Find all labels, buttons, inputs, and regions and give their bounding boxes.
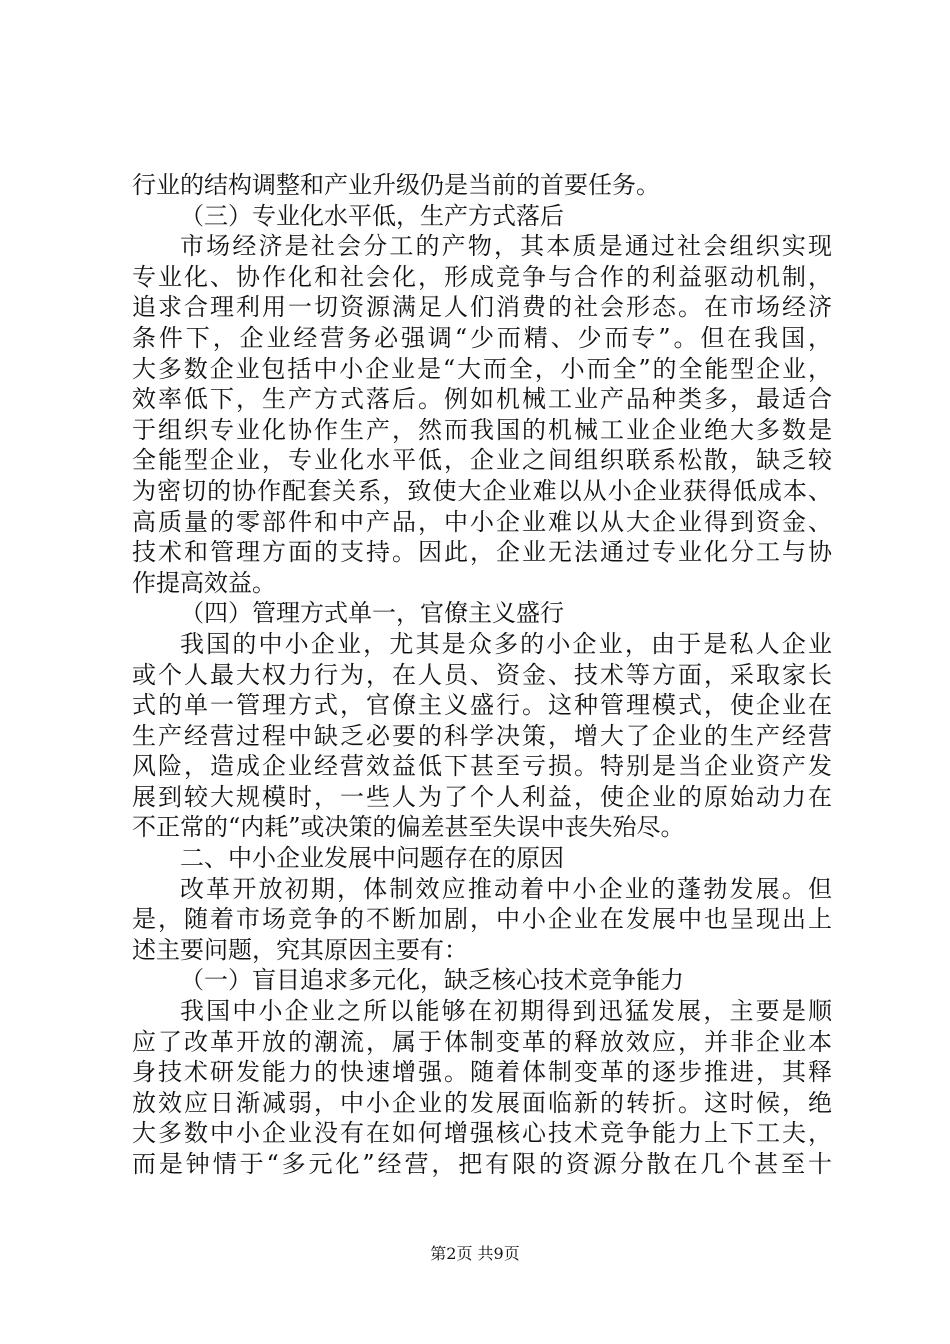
- text-line: 我国的中小企业，尤其是众多的小企业，由于是私人企业: [180, 629, 832, 658]
- text-line: 展到较大规模时，一些人为了个人利益，使企业的原始动力在: [132, 782, 832, 811]
- text-line: 应了改革开放的潮流，属于体制变革的释放效应，并非企业本: [132, 1027, 832, 1056]
- text-line: 市场经济是社会分工的产物，其本质是通过社会组织实现: [180, 232, 832, 261]
- text-line: 是，随着市场竞争的不断加剧，中小企业在发展中也呈现出上: [132, 905, 832, 934]
- text-line: 作提高效益。: [132, 568, 276, 597]
- text-line: 大多数企业包括中小企业是“大而全，小而全”的全能型企业，: [132, 354, 832, 383]
- text-line: 高质量的零部件和中产品，中小企业难以从大企业得到资金、: [132, 507, 832, 536]
- text-line: 生产经营过程中缺乏必要的科学决策，增大了企业的生产经营: [132, 721, 832, 750]
- text-line: 风险，造成企业经营效益低下甚至亏损。特别是当企业资产发: [132, 752, 832, 781]
- text-line: 述主要问题，究其原因主要有：: [132, 935, 468, 964]
- text-line: 专业化、协作化和社会化，形成竞争与合作的利益驱动机制，: [132, 262, 832, 291]
- text-line: 或个人最大权力行为，在人员、资金、技术等方面，采取家长: [132, 660, 832, 689]
- text-line: 改革开放初期，体制效应推动着中小企业的蓬勃发展。但: [180, 874, 832, 903]
- page-number-footer: 第2页 共9页: [430, 1244, 520, 1263]
- text-line: 技术和管理方面的支持。因此，企业无法通过专业化分工与协: [132, 538, 832, 567]
- text-line: 式的单一管理方式，官僚主义盛行。这种管理模式，使企业在: [132, 691, 832, 720]
- document-body: [132, 170, 832, 1180]
- text-line: 效率低下，生产方式落后。例如机械工业产品种类多，最适合: [132, 385, 832, 414]
- section-heading: （三）专业化水平低，生产方式落后: [180, 201, 564, 230]
- section-heading: 二、中小企业发展中问题存在的原因: [180, 844, 564, 873]
- text-line: 条件下，企业经营务必强调“少而精、少而专”。但在我国，: [132, 323, 832, 352]
- text-line: 全能型企业，专业化水平低，企业之间组织联系松散，缺乏较: [132, 446, 832, 475]
- section-heading: （一）盲目追求多元化，缺乏核心技术竞争能力: [180, 966, 684, 995]
- text-line: 大多数中小企业没有在如何增强核心技术竞争能力上下工夫，: [132, 1119, 832, 1148]
- text-line: 为密切的协作配套关系，致使大企业难以从小企业获得低成本、: [132, 476, 832, 505]
- text-line: 而是钟情于“多元化”经营，把有限的资源分散在几个甚至十: [132, 1150, 832, 1178]
- text-line: 追求合理利用一切资源满足人们消费的社会形态。在市场经济: [132, 293, 832, 322]
- text-line: 放效应日渐减弱，中小企业的发展面临新的转折。这时候，绝: [132, 1088, 832, 1117]
- section-heading: （四）管理方式单一，官僚主义盛行: [180, 599, 564, 628]
- text-line: 我国中小企业之所以能够在初期得到迅猛发展，主要是顺: [180, 997, 832, 1026]
- text-line: 于组织专业化协作生产，然而我国的机械工业企业绝大多数是: [132, 415, 832, 444]
- text-line: 行业的结构调整和产业升级仍是当前的首要任务。: [132, 171, 660, 199]
- text-line: 身技术研发能力的快速增强。随着体制变革的逐步推进，其释: [132, 1058, 832, 1087]
- text-line: 不正常的“内耗”或决策的偏差甚至失误中丧失殆尽。: [132, 813, 685, 842]
